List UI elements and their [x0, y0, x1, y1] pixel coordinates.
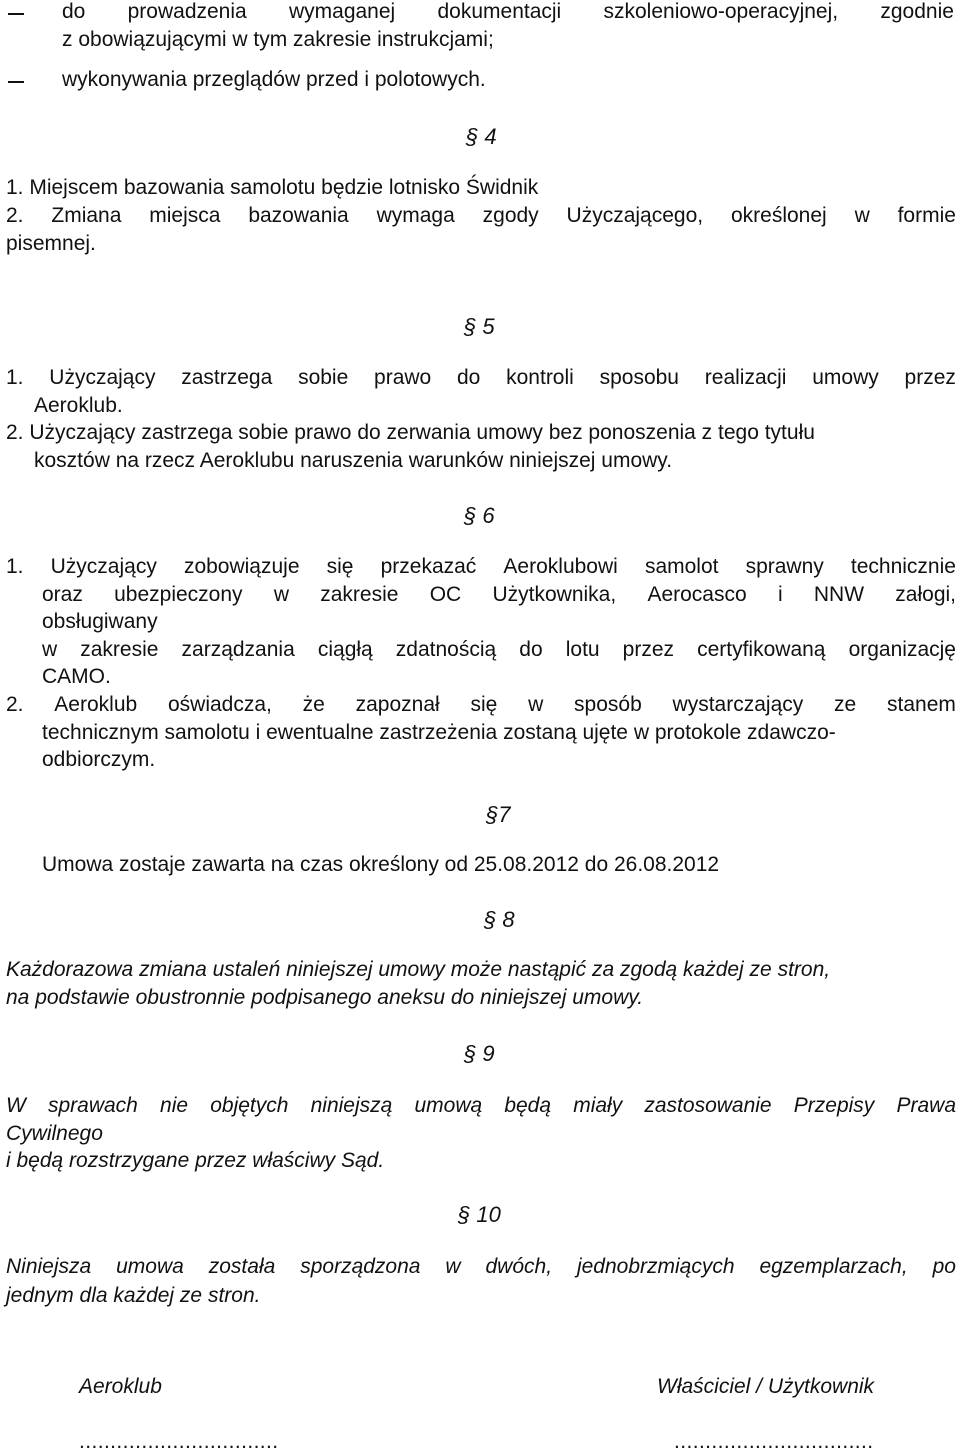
word: kontroli: [506, 366, 574, 389]
s8-line-1: Każdorazowa zmiana ustaleń niniejszej umowy może nastąpić za zgodą każdej ze stron,: [6, 958, 831, 981]
s6-paragraph-1-line-2: [42, 583, 956, 607]
word: Zmiana: [51, 204, 122, 227]
section-heading-10: § 10: [458, 1202, 501, 1227]
word: Przepisy: [793, 1094, 875, 1117]
word: lotu: [565, 638, 600, 661]
word: formie: [897, 204, 956, 227]
signature-label-owner-user: Właściciel / Użytkownik: [657, 1375, 875, 1398]
s6-paragraph-2-line-1: [6, 693, 956, 717]
s4-paragraph-2-line-2: pisemnej.: [6, 232, 96, 255]
word: zdatnością: [395, 638, 497, 661]
word: wymaganej: [288, 0, 396, 23]
word: stanem: [887, 693, 956, 716]
s5-paragraph-2-line-1: 2. Użyczający zastrzega sobie prawo do zerwania umowy bez ponoszenia z tego tytułu: [6, 421, 815, 444]
word: 2.: [6, 204, 24, 227]
word: do: [62, 0, 86, 23]
word: w: [445, 1255, 461, 1278]
word: że: [302, 693, 325, 716]
word: Użyczającego,: [566, 204, 704, 227]
word: ciągłą: [317, 638, 373, 661]
word: dwóch,: [485, 1255, 553, 1278]
list-item-1-line-1: [62, 0, 954, 24]
word: Aerocasco: [647, 583, 747, 606]
section-heading-7: §7: [486, 802, 511, 827]
word: zapoznał: [355, 693, 440, 716]
word: niniejszą: [310, 1094, 393, 1117]
word: zarządzania: [181, 638, 295, 661]
word: wystarczający: [672, 693, 804, 716]
section-heading-8: § 8: [484, 907, 515, 932]
word: zastosowanie: [644, 1094, 772, 1117]
word: ze: [834, 693, 857, 716]
word: 1.: [6, 366, 24, 389]
list-dash: [8, 13, 24, 15]
word: objętych: [210, 1094, 289, 1117]
s5-paragraph-2-line-2: kosztów na rzecz Aeroklubu naruszenia warunków niniejszej umowy.: [34, 449, 673, 472]
list-dash: [8, 81, 24, 83]
word: się: [470, 693, 498, 716]
word: certyfikowaną: [697, 638, 826, 661]
word: miejsca: [149, 204, 221, 227]
word: przez: [622, 638, 675, 661]
s9-line-1: [6, 1094, 956, 1118]
s4-paragraph-1: 1. Miejscem bazowania samolotu będzie lotnisko Świdnik: [6, 176, 539, 199]
word: 1.: [6, 555, 24, 578]
section-heading-4: § 4: [466, 124, 497, 149]
word: Prawa: [896, 1094, 956, 1117]
word: Użytkownika,: [492, 583, 617, 606]
word: egzemplarzach,: [759, 1255, 908, 1278]
list-item-1-line-2: z obowiązującymi w tym zakresie instrukcjami;: [62, 28, 494, 51]
word: umowy: [812, 366, 879, 389]
word: nie: [160, 1094, 189, 1117]
word: technicznie: [850, 555, 956, 578]
word: Użyczający: [49, 366, 156, 389]
word: została: [208, 1255, 276, 1278]
signature-line-left: ................................: [79, 1430, 279, 1453]
section-heading-6: § 6: [464, 503, 495, 528]
word: miały: [573, 1094, 623, 1117]
word: sprawny: [745, 555, 824, 578]
s6-paragraph-2-line-3: odbiorczym.: [42, 748, 156, 771]
word: samolot: [644, 555, 719, 578]
word: umowa: [116, 1255, 184, 1278]
word: sposób: [574, 693, 642, 716]
word: oraz: [42, 583, 83, 606]
word: szkoleniowo-operacyjnej,: [603, 0, 839, 23]
word: sobie: [298, 366, 349, 389]
word: Użyczający: [50, 555, 157, 578]
word: NNW: [813, 583, 865, 606]
s10-line-1: [6, 1255, 956, 1279]
word: zgody: [482, 204, 539, 227]
s6-paragraph-1-line-3: obsługiwany: [42, 610, 158, 633]
word: oświadcza,: [167, 693, 272, 716]
word: zastrzega: [181, 366, 273, 389]
word: zakresie: [80, 638, 159, 661]
s10-line-2: jednym dla każdej ze stron.: [6, 1284, 261, 1307]
section-heading-9: § 9: [464, 1041, 495, 1066]
word: załogi,: [895, 583, 956, 606]
word: organizację: [848, 638, 956, 661]
word: zakresie: [320, 583, 399, 606]
word: w: [273, 583, 289, 606]
word: w: [854, 204, 870, 227]
word: przez: [904, 366, 956, 389]
word: sprawach: [47, 1094, 138, 1117]
word: realizacji: [704, 366, 787, 389]
word: bazowania: [248, 204, 349, 227]
signature-label-aeroklub: Aeroklub: [79, 1375, 162, 1398]
signature-line-right: ................................: [674, 1430, 874, 1453]
s4-paragraph-2-line-1: [6, 204, 956, 228]
word: zobowiązuje: [183, 555, 300, 578]
word: 2.: [6, 693, 24, 716]
s6-paragraph-1-line-5: CAMO.: [42, 665, 111, 688]
s9-line-2: Cywilnego: [6, 1122, 103, 1145]
word: zgodnie: [880, 0, 954, 23]
word: Aeroklub: [54, 693, 138, 716]
section-heading-5: § 5: [464, 314, 495, 339]
s8-line-2: na podstawie obustronnie podpisanego aneksu do niniejszej umowy.: [6, 986, 644, 1009]
word: i: [777, 583, 783, 606]
word: do: [457, 366, 481, 389]
word: umową: [414, 1094, 483, 1117]
word: w: [528, 693, 544, 716]
word: OC: [429, 583, 462, 606]
word: sporządzona: [300, 1255, 421, 1278]
s5-paragraph-1-line-2: Aeroklub.: [34, 394, 123, 417]
word: ubezpieczony: [114, 583, 243, 606]
list-item-2: wykonywania przeglądów przed i polotowych.: [62, 68, 486, 91]
word: się: [326, 555, 354, 578]
word: prowadzenia: [127, 0, 247, 23]
word: do: [519, 638, 543, 661]
word: Niniejsza: [6, 1255, 92, 1278]
word: wymaga: [376, 204, 455, 227]
word: W: [6, 1094, 26, 1117]
word: będą: [504, 1094, 552, 1117]
s6-paragraph-1-line-1: [6, 555, 956, 579]
word: w: [42, 638, 58, 661]
s9-line-3: i będą rozstrzygane przez właściwy Sąd.: [6, 1149, 385, 1172]
word: jednobrzmiących: [576, 1255, 735, 1278]
word: przekazać: [380, 555, 477, 578]
word: określonej: [730, 204, 827, 227]
s7-paragraph: Umowa zostaje zawarta na czas określony od 25.08.2012 do 26.08.2012: [42, 853, 720, 876]
word: po: [932, 1255, 956, 1278]
s5-paragraph-1-line-1: [6, 366, 956, 390]
word: prawo: [374, 366, 432, 389]
s6-paragraph-2-line-2: technicznym samolotu i ewentualne zastrzeżenia zostaną ujęte w protokole zdawczo-: [42, 721, 836, 744]
word: dokumentacji: [437, 0, 562, 23]
word: Aeroklubowi: [503, 555, 618, 578]
word: sposobu: [599, 366, 679, 389]
s6-paragraph-1-line-4: [42, 638, 956, 662]
